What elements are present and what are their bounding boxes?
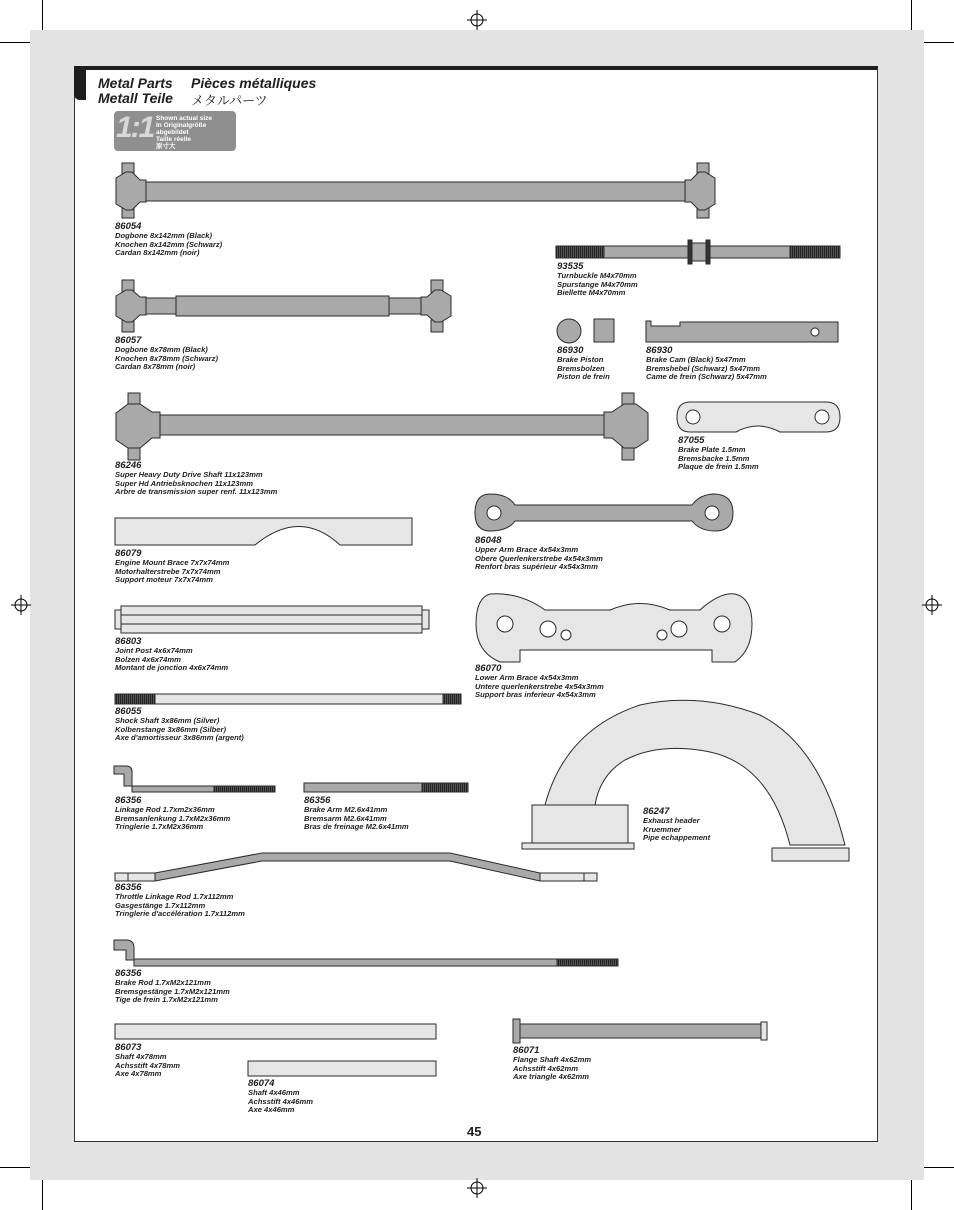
shaft-78-drawing — [115, 1024, 436, 1039]
part-label-upper-arm-brace: 86048 Upper Arm Brace 4x54x3mm Obere Querlenkerstrebe 4x54x3mm Renfort bras supérieur 4x54x3mm — [475, 535, 603, 572]
engine-mount-brace-drawing — [115, 518, 412, 545]
part-label-brake-cam: 86930 Brake Cam (Black) 5x47mm Bremshebel (Schwarz) 5x47mm Came de frein (Schwarz) 5x47mm — [646, 345, 767, 382]
drive-shaft-drawing — [116, 393, 648, 460]
page-number: 45 — [467, 1124, 482, 1139]
flange-shaft-drawing — [513, 1019, 767, 1043]
title-en: Metal Parts — [98, 75, 173, 91]
part-label-flange-shaft: 86071 Flange Shaft 4x62mm Achsstift 4x62mm Axe triangle 4x62mm — [513, 1045, 592, 1082]
brake-arm-drawing — [304, 783, 468, 792]
scale-text: Shown actual size In Originalgröße abgebildet Taille réelle 原寸大 — [156, 115, 212, 150]
title-fr: Pièces métalliques — [191, 75, 317, 91]
part-label-shaft-78: 86073 Shaft 4x78mm Achsstift 4x78mm Axe 4x78mm — [115, 1042, 180, 1079]
part-label-turnbuckle: 93535 Turnbuckle M4x70mm Spurstange M4x70mm Biellette M4x70mm — [557, 261, 638, 298]
brake-cam-drawing — [646, 321, 838, 342]
lower-arm-brace-drawing — [476, 594, 752, 662]
part-label-dogbone-78: 86057 Dogbone 8x78mm (Black) Knochen 8x78mm (Schwarz) Cardan 8x78mm (noir) — [115, 335, 218, 372]
part-label-brake-rod-121: 86356 Brake Rod 1.7xM2x121mm Bremsgestänge 1.7xM2x121mm Tige de frein 1.7xM2x121mm — [115, 968, 230, 1005]
linkage-rod-36-drawing — [114, 766, 275, 792]
title-de: Metall Teile — [98, 90, 173, 106]
part-label-brake-arm: 86356 Brake Arm M2.6x41mm Bremsarm M2.6x41mm Bras de freinage M2.6x41mm — [304, 795, 409, 832]
title-jp: メタルパーツ — [191, 93, 268, 108]
brake-rod-121-drawing — [114, 940, 618, 966]
part-label-exhaust-header: 86247 Exhaust header Kruemmer Pipe echappement — [643, 806, 711, 843]
dogbone-78-drawing — [116, 280, 451, 332]
dogbone-142-drawing — [116, 163, 715, 218]
upper-arm-brace-drawing — [475, 494, 733, 531]
joint-post-drawing — [115, 606, 429, 633]
part-label-brake-piston: 86930 Brake Piston Bremsbolzen Piston de frein — [557, 345, 610, 382]
part-label-throttle-linkage-rod: 86356 Throttle Linkage Rod 1.7x112mm Gasgestänge 1.7x112mm Tringlerie d'accélération 1.7x112mm — [115, 882, 245, 919]
part-label-joint-post: 86803 Joint Post 4x6x74mm Bolzen 4x6x74mm Montant de jonction 4x6x74mm — [115, 636, 229, 673]
part-label-engine-mount-brace: 86079 Engine Mount Brace 7x7x74mm Motorhalterstrebe 7x7x74mm Support moteur 7x7x74mm — [115, 548, 230, 585]
part-label-drive-shaft: 86246 Super Heavy Duty Drive Shaft 11x123mm Super Hd Antriebsknochen 11x123mm Arbre de transmission super renf. 11x123mm — [115, 460, 278, 497]
part-label-dogbone-142: 86054 Dogbone 8x142mm (Black) Knochen 8x142mm (Schwarz) Cardan 8x142mm (noir) — [115, 221, 223, 258]
brake-plate-drawing — [677, 402, 840, 432]
brake-piston-drawing — [557, 319, 614, 343]
part-label-lower-arm-brace: 86070 Lower Arm Brace 4x54x3mm Untere querlenkerstrebe 4x54x3mm Support bras inferieur 4x54x3mm — [475, 663, 604, 700]
part-label-shaft-46: 86074 Shaft 4x46mm Achsstift 4x46mm Axe 4x46mm — [248, 1078, 313, 1115]
turnbuckle-drawing — [556, 240, 840, 264]
scale-ratio: 1:1 — [116, 111, 154, 144]
part-label-brake-plate: 87055 Brake Plate 1.5mm Bremsbacke 1.5mm Plaque de frein 1.5mm — [678, 435, 759, 472]
throttle-linkage-rod-drawing — [115, 853, 597, 881]
shaft-46-drawing — [248, 1061, 436, 1076]
part-label-linkage-rod-36: 86356 Linkage Rod 1.7xm2x36mm Bremsanlenkung 1.7xM2x36mm Tringlerie 1.7xM2x36mm — [115, 795, 231, 832]
part-label-shock-shaft: 86055 Shock Shaft 3x86mm (Silver) Kolbenstange 3x86mm (Silber) Axe d'amortisseur 3x86mm (argent) — [115, 706, 244, 743]
shock-shaft-drawing — [115, 694, 461, 704]
